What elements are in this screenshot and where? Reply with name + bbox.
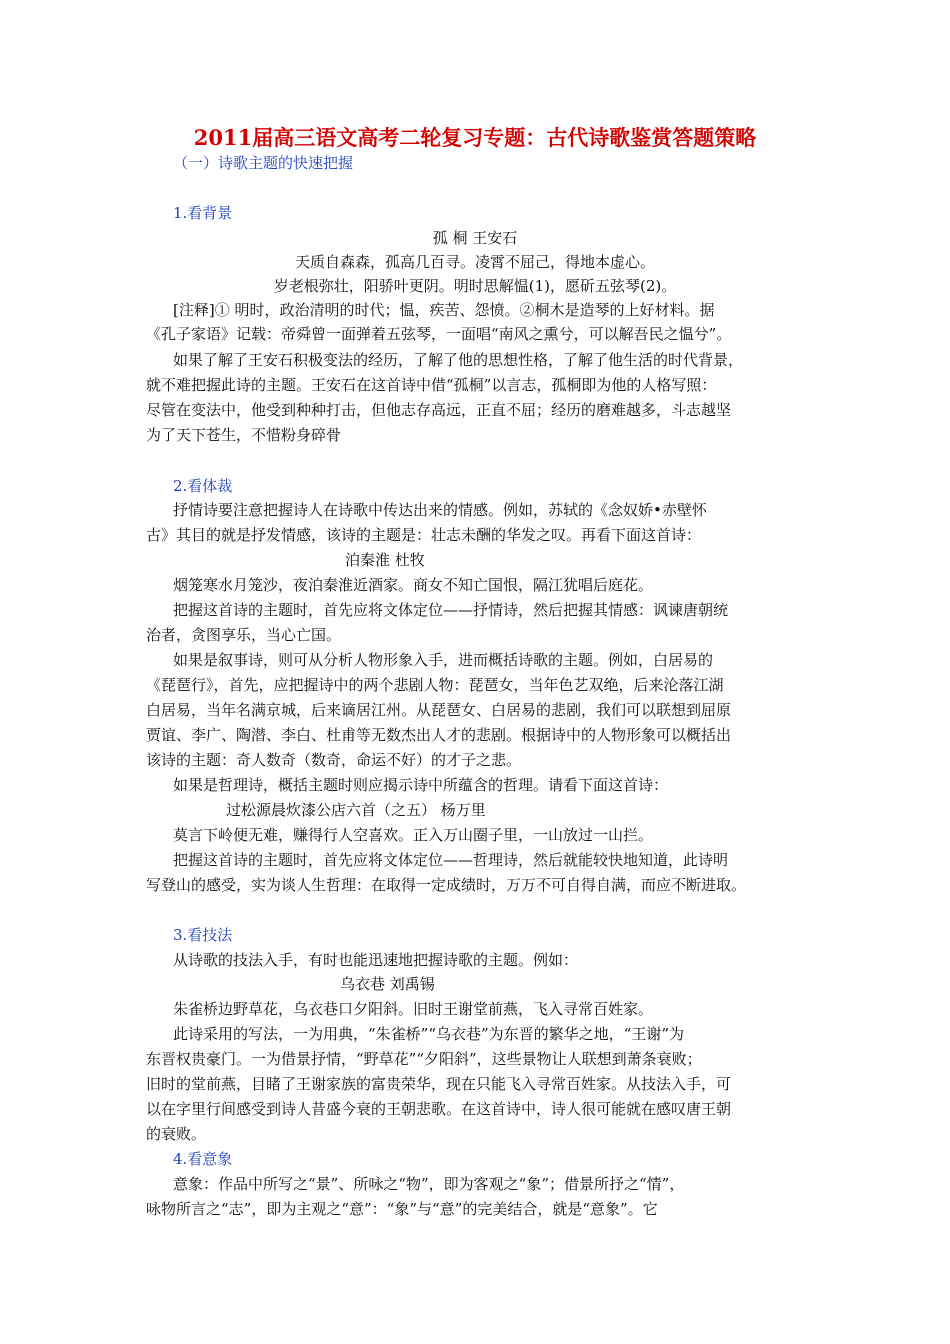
paragraph-line: 写登山的感受，实为谈人生哲理：在取得一定成绩时，万万不可自得自满，而应不断进取。 <box>146 876 747 894</box>
paragraph-line: 把握这首诗的主题时，首先应将文体定位——抒情诗，然后把握其情感：讽谏唐朝统 <box>173 601 729 619</box>
poem-line: 莫言下岭便无难，赚得行人空喜欢。正入万山圈子里，一山放过一山拦。 <box>173 826 654 844</box>
paragraph-line: 如果是叙事诗，则可从分析人物形象入手，进而概括诗歌的主题。例如，白居易的 <box>173 651 714 669</box>
paragraph-line: 《孔子家语》记载：帝舜曾一面弹着五弦琴，一面唱“南风之熏兮，可以解吾民之愠兮”。 <box>146 325 732 343</box>
section-subtitle: （一）诗歌主题的快速把握 <box>173 154 354 172</box>
poem-line: 天质自森森，孤高几百寻。凌霄不屈己，得地本虚心。 <box>294 253 655 271</box>
poem-title: 泊秦淮 杜牧 <box>345 551 425 569</box>
document-title: 2011届高三语文高考二轮复习专题：古代诗歌鉴赏答题策略 <box>193 125 757 150</box>
poem-line: 烟笼寒水月笼沙，夜泊秦淮近酒家。商女不知亡国恨，隔江犹唱后庭花。 <box>173 576 654 594</box>
paragraph-line: 治者，贪图享乐，当心亡国。 <box>146 626 342 644</box>
paragraph-line: 以在字里行间感受到诗人昔盛今衰的王朝悲歌。在这首诗中，诗人很可能就在感叹唐王朝 <box>146 1100 732 1118</box>
paragraph-line: 如果了解了王安石积极变法的经历，了解了他的思想性格，了解了他生活的时代背景， <box>173 351 744 369</box>
paragraph-line: 古》其目的就是抒发情感，该诗的主题是：壮志未酬的华发之叹。再看下面这首诗： <box>146 526 702 544</box>
poem-title: 孤 桐 王安石 <box>432 229 518 247</box>
paragraph-line: 咏物所言之“志”，即为主观之“意”：“象”与“意”的完美结合，就是“意象”。它 <box>146 1200 658 1218</box>
section-heading: 4.看意象 <box>173 1150 233 1168</box>
paragraph-line: 把握这首诗的主题时，首先应将文体定位——哲理诗，然后就能较快地知道，此诗明 <box>173 851 729 869</box>
paragraph-line: [注释]① 明时，政治清明的时代；愠，疾苦、怨愤。②桐木是造琴的上好材料。据 <box>173 301 715 319</box>
poem-title: 过松源晨炊漆公店六首（之五） 杨万里 <box>226 801 486 819</box>
paragraph-line: 抒情诗要注意把握诗人在诗歌中传达出来的情感。例如，苏轼的《念奴娇•赤壁怀 <box>173 501 707 519</box>
paragraph-line: 如果是哲理诗，概括主题时则应揭示诗中所蕴含的哲理。请看下面这首诗： <box>173 776 669 794</box>
paragraph-line: 旧时的堂前燕，目睹了王谢家族的富贵荣华，现在只能飞入寻常百姓家。从技法入手，可 <box>146 1075 732 1093</box>
paragraph-line: 的衰败。 <box>146 1125 207 1143</box>
section-heading: 3.看技法 <box>173 926 233 944</box>
paragraph-line: 东晋权贵豪门。一为借景抒情，“野草花”“夕阳斜”，这些景物让人联想到萧条衰败； <box>146 1050 702 1068</box>
poem-line: 朱雀桥边野草花，乌衣巷口夕阳斜。旧时王谢堂前燕，飞入寻常百姓家。 <box>173 1000 654 1018</box>
poem-title: 乌衣巷 刘禹锡 <box>340 975 435 993</box>
paragraph-line: 就不难把握此诗的主题。王安石在这首诗中借“孤桐”以言志，孤桐即为他的人格写照： <box>146 376 717 394</box>
paragraph-line: 白居易，当年名满京城，后来谪居江州。从琵琶女、白居易的悲剧，我们可以联想到屈原 <box>146 701 732 719</box>
paragraph-line: 《琵琶行》，首先，应把握诗中的两个悲剧人物：琵琶女，当年色艺双绝，后来沦落江湖 <box>146 676 724 694</box>
poem-line: 岁老根弥壮，阳骄叶更阴。明时思解愠(1)，愿斫五弦琴(2)。 <box>273 277 677 295</box>
section-heading: 2.看体裁 <box>173 477 233 495</box>
paragraph-line: 此诗采用的写法，一为用典，“朱雀桥”“乌衣巷”为东晋的繁华之地，“王谢”为 <box>173 1025 685 1043</box>
paragraph-line: 贾谊、李广、陶潜、李白、杜甫等无数杰出人才的悲剧。根据诗中的人物形象可以概括出 <box>146 726 732 744</box>
paragraph-line: 该诗的主题：奇人数奇（数奇，命运不好）的才子之悲。 <box>146 751 522 769</box>
section-heading: 1.看背景 <box>173 204 233 222</box>
paragraph-line: 从诗歌的技法入手，有时也能迅速地把握诗歌的主题。例如： <box>173 951 579 969</box>
paragraph-line: 为了天下苍生，不惜粉身碎骨 <box>146 426 342 444</box>
paragraph-line: 意象：作品中所写之“景”、所咏之“物”，即为客观之“象”；借景所抒之“情”， <box>173 1175 685 1193</box>
paragraph-line: 尽管在变法中，他受到种种打击，但他志存高远，正直不屈；经历的磨难越多，斗志越坚 <box>146 401 732 419</box>
